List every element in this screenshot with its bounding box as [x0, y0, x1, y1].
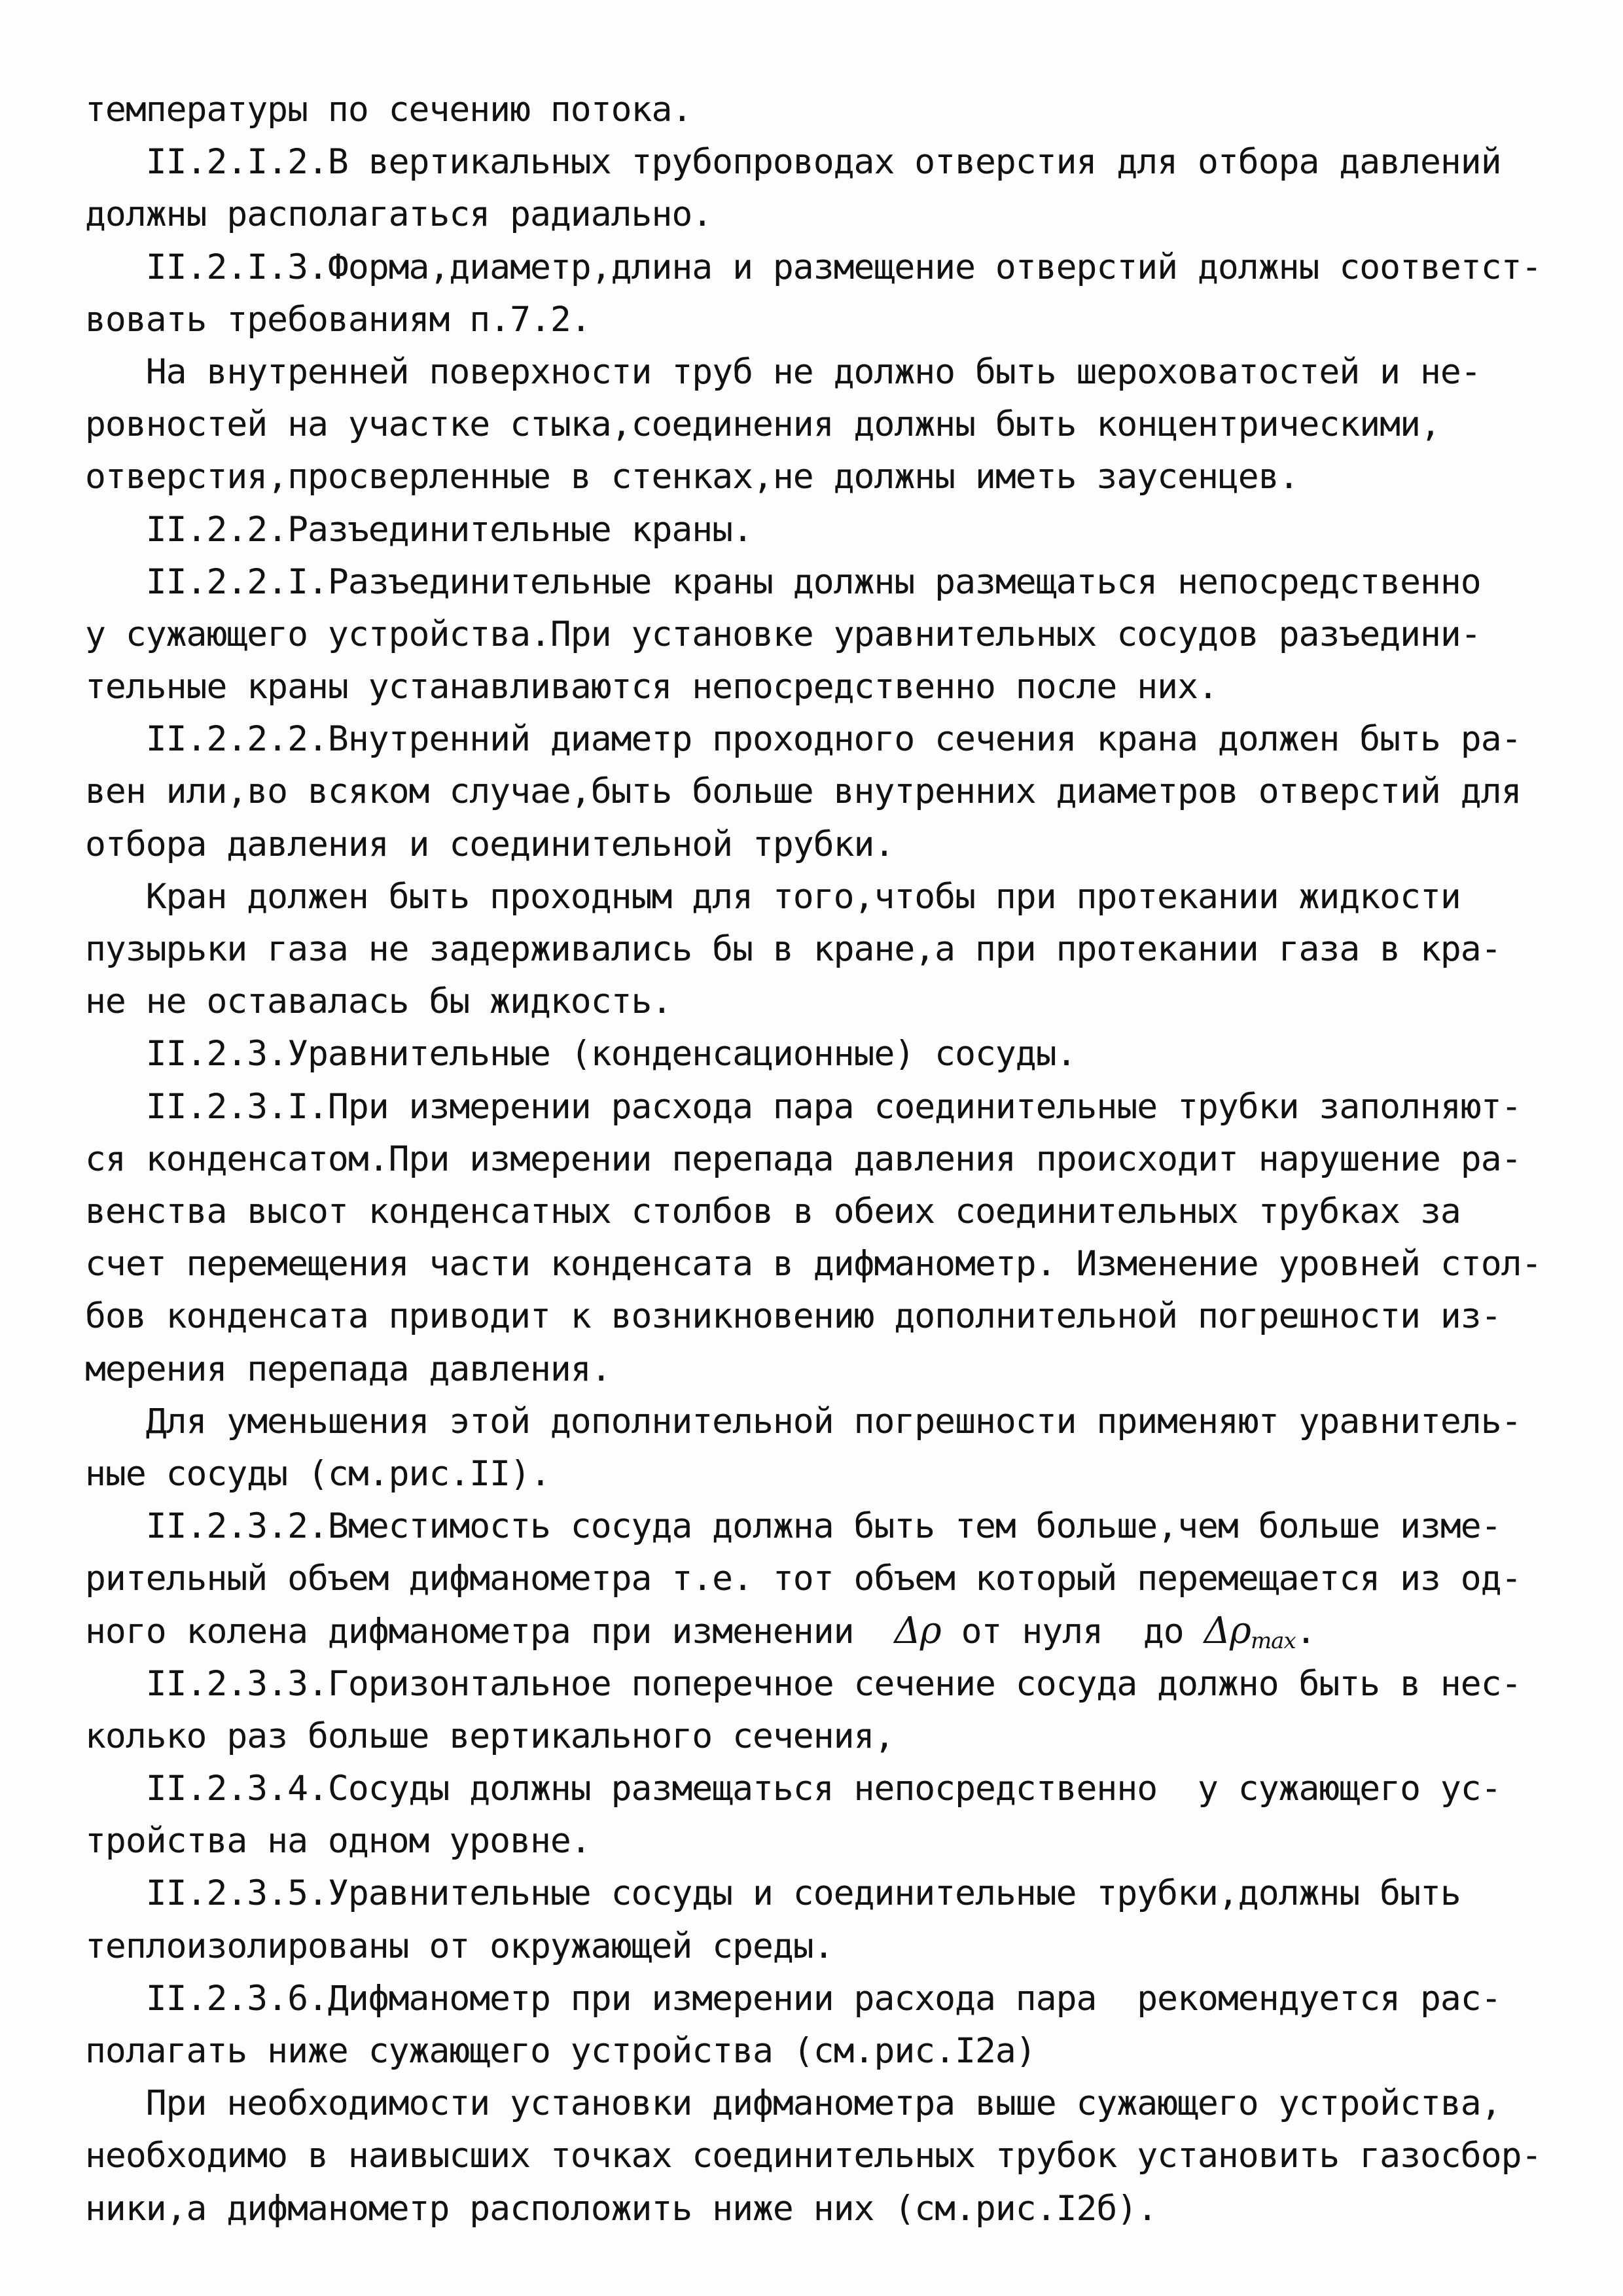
- text-line: II.2.2.Разъединительные краны.: [85, 509, 753, 550]
- text-line: II.2.3.3.Горизонтальное поперечное сечение сосуда должно быть в нес-: [85, 1663, 1522, 1704]
- text-line: должны располагаться радиально.: [85, 194, 713, 235]
- text-line: отверстия,просверленные в стенках,не должны иметь заусенцев.: [85, 457, 1299, 497]
- text-line: теплоизолированы от окружающей среды.: [85, 1926, 834, 1966]
- text-line: ники,а дифманометр расположить ниже них (см.рис.I2б).: [85, 2188, 1158, 2229]
- text-line: II.2.3.I.При измерении расхода пара соединительные трубки заполняют-: [85, 1086, 1522, 1127]
- text-line: ровностей на участке стыка,соединения должны быть концентрическими,: [85, 404, 1440, 445]
- text-line: мерения перепада давления.: [85, 1349, 611, 1389]
- text-line: При необходимости установки дифманометра выше сужающего устройства,: [85, 2083, 1501, 2124]
- text-line: счет перемещения части конденсата в дифманометр. Изменение уровней стол-: [85, 1244, 1542, 1284]
- text-line: тельные краны устанавливаются непосредственно после них.: [85, 667, 1218, 707]
- delta-p-symbol: Δρ: [894, 1610, 941, 1653]
- text-line: венства высот конденсатных столбов в обеих соединительных трубках за: [85, 1191, 1461, 1231]
- text-line: Для уменьшения этой дополнительной погрешности применяют уравнитель-: [85, 1401, 1522, 1441]
- text-line: вен или,во всяком случае,быть больше внутренних диаметров отверстий для: [85, 771, 1522, 812]
- text-line: На внутренней поверхности труб не должно быть шероховатостей и не-: [85, 351, 1481, 392]
- text-line: необходимо в наивысших точках соединительных трубок установить газосбор-: [85, 2136, 1542, 2176]
- text-line: II.2.I.3.Форма,диаметр,длина и размещение отверстий должны соответст-: [85, 247, 1542, 287]
- text-line: отбора давления и соединительной трубки.: [85, 824, 895, 864]
- text-line: II.2.3.Уравнительные (конденсационные) сосуды.: [85, 1034, 1077, 1074]
- text-line: температуры по сечению потока.: [85, 90, 692, 130]
- text-line: II.2.2.I.Разъединительные краны должны размещаться непосредственно: [85, 561, 1481, 602]
- text-line: II.2.2.2.Внутренний диаметр проходного сечения крана должен быть ра-: [85, 719, 1522, 760]
- text-line: Кран должен быть проходным для того,чтобы при протекании жидкости: [85, 876, 1461, 917]
- formula-prefix: ного колена дифманометра при изменении: [85, 1612, 895, 1652]
- text-line: ся конденсатом.При измерении перепада давления происходит нарушение ра-: [85, 1139, 1522, 1179]
- text-line: тройства на одном уровне.: [85, 1821, 591, 1862]
- max-subscript: max: [1250, 1628, 1296, 1655]
- text-line: II.2.3.4.Сосуды должны размещаться непосредственно у сужающего ус-: [85, 1769, 1501, 1809]
- formula-middle: от нуля до: [940, 1612, 1204, 1652]
- text-line: бов конденсата приводит к возникновению дополнительной погрешности из-: [85, 1296, 1501, 1337]
- text-line: II.2.3.6.Дифманометр при измерении расхода пара рекомендуется рас-: [85, 1978, 1501, 2019]
- text-line: колько раз больше вертикального сечения,: [85, 1716, 895, 1756]
- text-line: II.2.I.2.В вертикальных трубопроводах отверстия для отбора давлений: [85, 142, 1501, 183]
- text-line: рительный объем дифманометра т.е. тот объем который перемещается из од-: [85, 1559, 1522, 1599]
- formula-suffix: .: [1295, 1612, 1316, 1652]
- document-text: [85, 84, 1542, 2235]
- delta-p-max-base: Δρ: [1204, 1610, 1251, 1653]
- text-line: у сужающего устройства.При установке уравнительных сосудов разъедини-: [85, 614, 1481, 654]
- text-line: пузырьки газа не задерживались бы в кране,а при протекании газа в кра-: [85, 929, 1501, 969]
- text-line: не не оставалась бы жидкость.: [85, 981, 672, 1022]
- text-line: II.2.3.2.Вместимость сосуда должна быть тем больше,чем больше изме-: [85, 1506, 1501, 1547]
- text-line: вовать требованиям п.7.2.: [85, 299, 591, 340]
- text-line: ные сосуды (см.рис.II).: [85, 1453, 550, 1494]
- text-line: II.2.3.5.Уравнительные сосуды и соединительные трубки,должны быть: [85, 1873, 1461, 1914]
- delta-p-max-symbol: [1204, 1610, 1296, 1655]
- text-line: полагать ниже сужающего устройства (см.рис.I2а): [85, 2030, 1036, 2071]
- formula-line: [85, 1605, 1538, 1657]
